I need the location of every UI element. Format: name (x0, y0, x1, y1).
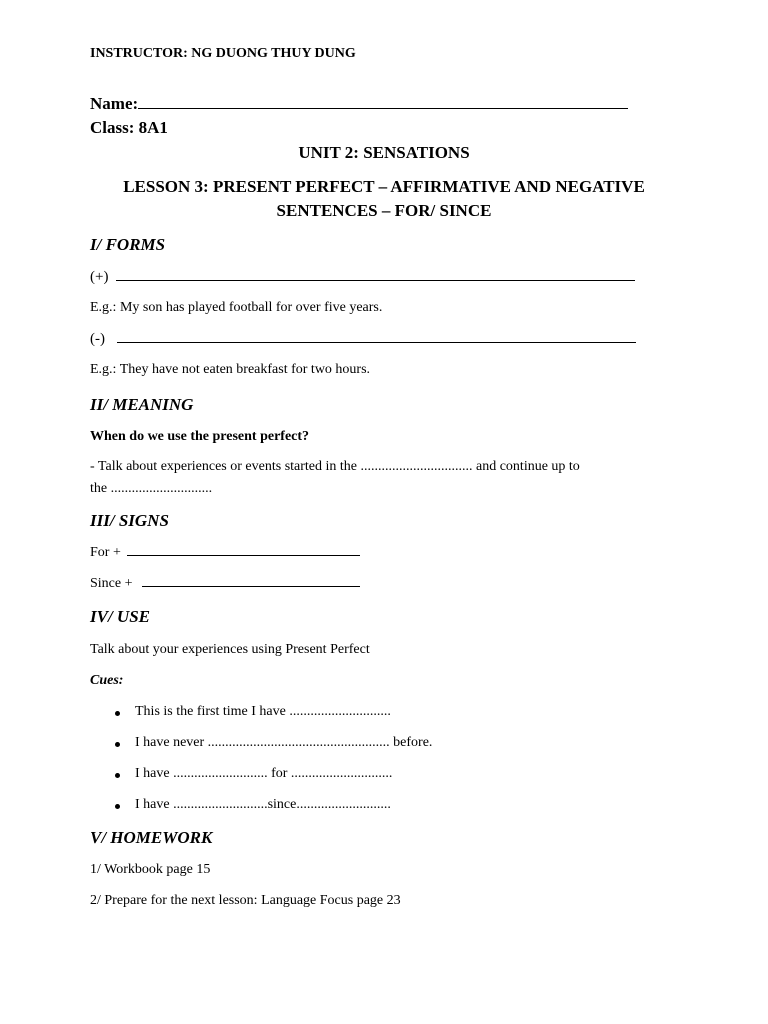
homework-heading: V/ HOMEWORK (90, 828, 213, 847)
since-line (90, 576, 360, 592)
meaning-heading: II/ MEANING (90, 395, 194, 414)
negative-blank (117, 342, 636, 343)
for-blank (127, 555, 360, 556)
since-label: Since + (90, 576, 133, 591)
since-blank (142, 586, 360, 587)
for-line (90, 545, 360, 561)
signs-heading: III/ SIGNS (90, 511, 169, 530)
homework-item-2: 2/ Prepare for the next lesson: Language Focus page 23 (90, 893, 401, 908)
lesson-title-line2: SENTENCES – FOR/ SINCE (276, 201, 492, 220)
instructor-line: INSTRUCTOR: NG DUONG THUY DUNG (90, 46, 356, 61)
cue-text: This is the first time I have ............................. (135, 704, 391, 719)
lesson-title-line1: LESSON 3: PRESENT PERFECT – AFFIRMATIVE AND NEGATIVE (123, 177, 645, 196)
meaning-line2: the ............................. (90, 481, 213, 496)
bullet-icon (115, 742, 120, 747)
forms-heading: I/ FORMS (90, 235, 166, 254)
negative-label: (-) (90, 331, 105, 347)
bullet-icon (115, 773, 120, 778)
bullet-icon (115, 804, 120, 809)
negative-example: E.g.: They have not eaten breakfast for two hours. (90, 362, 371, 377)
unit-title: UNIT 2: SENSATIONS (298, 143, 470, 162)
for-label: For + (90, 545, 121, 560)
affirmative-form-line (90, 269, 635, 286)
bullet-icon (115, 711, 120, 716)
affirmative-label: (+) (90, 269, 109, 285)
name-label: Name: (90, 94, 139, 113)
meaning-line1: - Talk about experiences or events started in the ................................ and continue up to (90, 459, 580, 474)
affirmative-blank (116, 280, 635, 281)
cue-text: I have ...........................since........................... (135, 797, 391, 812)
cues-label: Cues: (90, 673, 124, 688)
class-label: Class: 8A1 (90, 118, 168, 137)
name-line (90, 94, 628, 114)
affirmative-example: E.g.: My son has played football for over five years. (90, 300, 383, 315)
homework-item-1: 1/ Workbook page 15 (90, 862, 211, 877)
use-intro: Talk about your experiences using Present Perfect (90, 642, 370, 657)
name-blank (138, 108, 628, 109)
use-heading: IV/ USE (90, 607, 150, 626)
meaning-question: When do we use the present perfect? (90, 429, 310, 444)
cue-text: I have never .................................................... before. (135, 735, 433, 750)
negative-form-line (90, 331, 636, 348)
cue-text: I have ........................... for ............................. (135, 766, 393, 781)
